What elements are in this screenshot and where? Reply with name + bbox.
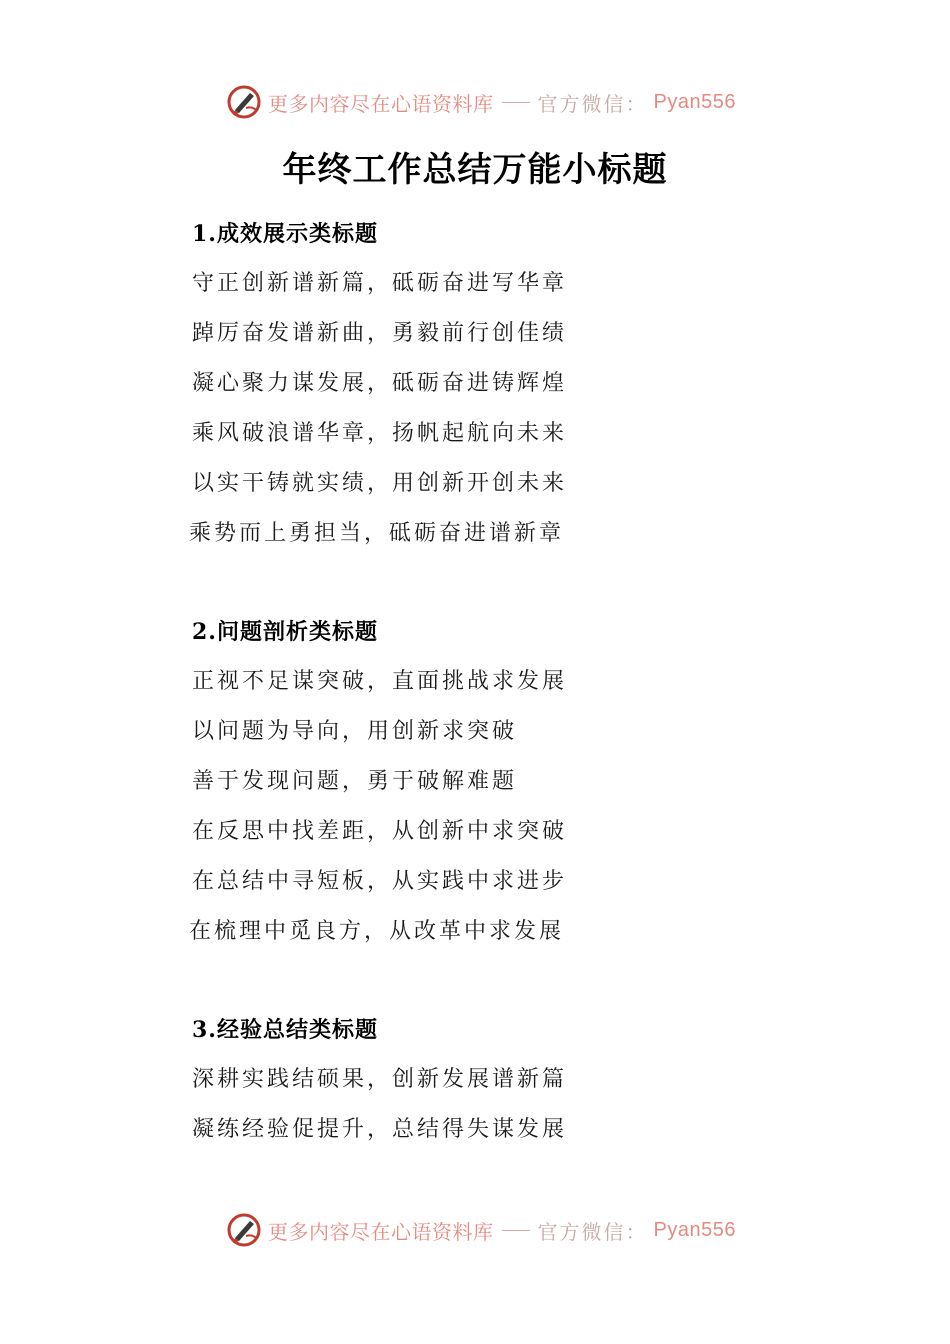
list-item: 以实干铸就实绩，用创新开创未来: [192, 471, 568, 496]
watermark-text: 更多内容尽在心语资料库: [268, 91, 494, 116]
list-item: 在梳理中觅良方，从改革中求发展: [189, 919, 565, 944]
list-item: 踔厉奋发谱新曲，勇毅前行创佳绩: [192, 321, 568, 346]
list-item: 乘风破浪谱华章，扬帆起航向未来: [192, 421, 568, 446]
section-problems: [189, 614, 568, 964]
list-item: 凝心聚力谋发展，砥砺奋进铸辉煌: [192, 371, 568, 396]
list-item: 凝练经验促提升，总结得失谋发展: [192, 1117, 568, 1142]
list-item: 守正创新谱新篇，砥砺奋进写华章: [192, 271, 568, 296]
watermark-contact-label: 官方微信：: [537, 1219, 648, 1244]
list-item: 乘势而上勇担当，砥砺奋进谱新章: [189, 521, 565, 546]
watermark-dash: [502, 102, 530, 103]
list-item: 在反思中找差距，从创新中求突破: [192, 819, 568, 844]
watermark-contact-id: Pyan556: [653, 90, 736, 113]
watermark-contact-label: 官方微信：: [537, 91, 648, 116]
watermark-text: 更多内容尽在心语资料库: [268, 1219, 494, 1244]
list-item: 在总结中寻短板，从实践中求进步: [192, 869, 568, 894]
pen-logo-icon: [226, 1212, 262, 1248]
document-title: 年终工作总结万能小标题: [282, 150, 668, 190]
section-heading: 1.成效展示类标题: [192, 221, 378, 247]
list-item: 以问题为导向，用创新求突破: [192, 719, 518, 744]
section-heading: 3.经验总结类标题: [192, 1017, 378, 1043]
section-experience: [192, 1012, 567, 1162]
list-item: 善于发现问题，勇于破解难题: [192, 769, 518, 794]
section-results: [189, 216, 568, 566]
pen-logo-icon: [226, 84, 262, 120]
list-item: 深耕实践结硕果，创新发展谱新篇: [192, 1067, 568, 1092]
watermark-dash: [502, 1230, 530, 1231]
header-watermark: [226, 82, 736, 122]
footer-watermark: [226, 1210, 736, 1250]
section-heading: 2.问题剖析类标题: [192, 619, 378, 645]
watermark-contact-id: Pyan556: [653, 1218, 736, 1241]
list-item: 正视不足谋突破，直面挑战求发展: [192, 669, 568, 694]
